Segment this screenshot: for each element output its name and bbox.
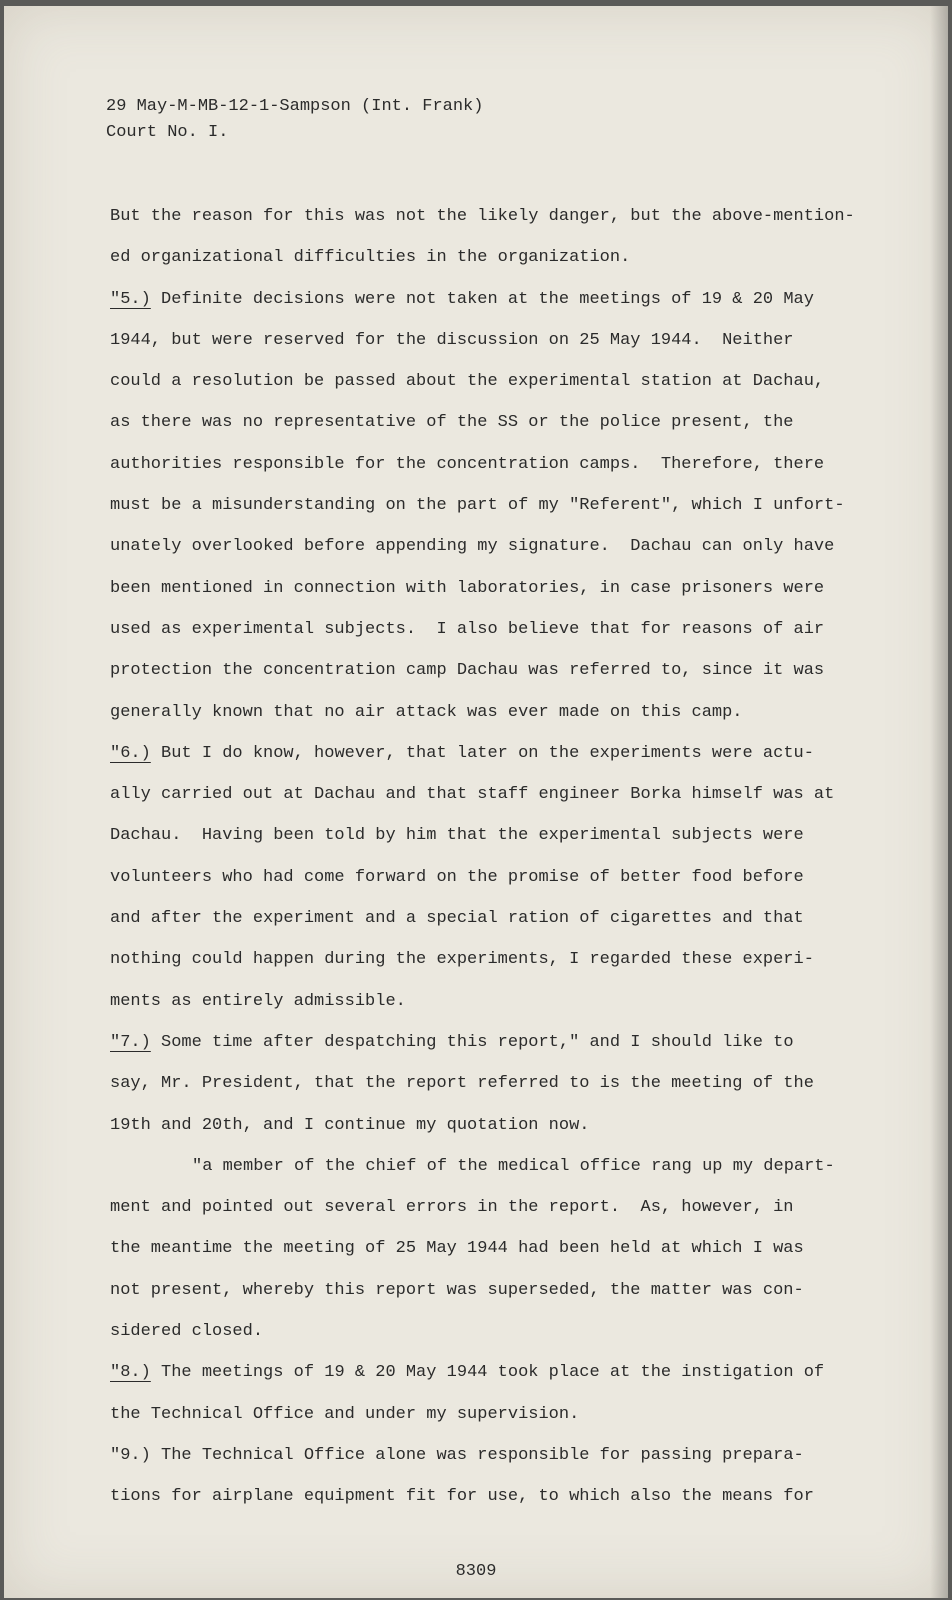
text-line: ed organizational difficulties in the organization. bbox=[110, 248, 631, 268]
document-header bbox=[106, 94, 483, 146]
text-line: not present, whereby this report was superseded, the matter was con- bbox=[110, 1280, 804, 1300]
text-line: could a resolution be passed about the experimental station at Dachau, bbox=[110, 372, 825, 392]
text-line: The meetings of 19 & 20 May 1944 took place at the instigation of bbox=[150, 1363, 825, 1383]
text-line: the meantime the meeting of 25 May 1944 had been held at which I was bbox=[110, 1239, 804, 1259]
transcript-body bbox=[110, 196, 870, 1518]
paragraph-number: "6.) bbox=[110, 743, 151, 763]
text-line: protection the concentration camp Dachau was referred to, since it was bbox=[110, 661, 825, 681]
page-number: 8309 bbox=[455, 1562, 497, 1581]
text-line: must be a misunderstanding on the part of my "Referent", which I unfort- bbox=[110, 496, 845, 516]
text-line: But I do know, however, that later on the experiments were actu- bbox=[150, 743, 814, 763]
paragraph-6-first-line bbox=[110, 733, 870, 774]
text-line: as there was no representative of the SS or the police present, the bbox=[110, 413, 794, 433]
text-line: sidered closed. bbox=[110, 1322, 264, 1342]
text-line: ment and pointed out several errors in the report. As, however, in bbox=[110, 1198, 794, 1218]
text-line: 1944, but were reserved for the discussion on 25 May 1944. Neither bbox=[110, 330, 794, 350]
text-line: been mentioned in connection with laboratories, in case prisoners were bbox=[110, 578, 825, 598]
paragraph-number: "8.) bbox=[110, 1363, 151, 1383]
paragraph-5-first-line bbox=[110, 279, 870, 320]
text-line: the Technical Office and under my supervision. bbox=[110, 1404, 580, 1424]
paragraph-8-first-line bbox=[110, 1352, 870, 1393]
text-line: 19th and 20th, and I continue my quotation now. bbox=[110, 1115, 590, 1135]
paragraph-number: "5.) bbox=[110, 289, 151, 309]
text-line: nothing could happen during the experiments, I regarded these experi- bbox=[110, 950, 814, 970]
text-line: tions for airplane equipment fit for use, to which also the means for bbox=[110, 1487, 814, 1507]
text-line: ments as entirely admissible. bbox=[110, 991, 406, 1011]
paragraph-number: "9.) bbox=[110, 1445, 151, 1465]
paragraph-number: "7.) bbox=[110, 1032, 151, 1052]
text-line: But the reason for this was not the likely danger, but the above-mention- bbox=[110, 207, 855, 226]
quotation-first-line: "a member of the chief of the medical office rang up my depart- bbox=[192, 1156, 835, 1176]
text-line: ally carried out at Dachau and that staff engineer Borka himself was at bbox=[110, 785, 835, 805]
paragraph-9-first-line bbox=[110, 1435, 870, 1476]
document-page bbox=[4, 6, 948, 1598]
text-line: volunteers who had come forward on the promise of better food before bbox=[110, 867, 804, 887]
paragraph-7-first-line bbox=[110, 1022, 870, 1063]
text-line: used as experimental subjects. I also believe that for reasons of air bbox=[110, 619, 825, 639]
text-line: say, Mr. President, that the report referred to is the meeting of the bbox=[110, 1074, 814, 1094]
page-edge-shadow bbox=[930, 6, 948, 1598]
text-line: Some time after despatching this report," and I should like to bbox=[150, 1032, 794, 1052]
text-line: generally known that no air attack was ever made on this camp. bbox=[110, 702, 743, 722]
text-line: The Technical Office alone was responsible for passing prepara- bbox=[150, 1445, 804, 1465]
text-line: authorities responsible for the concentration camps. Therefore, there bbox=[110, 454, 825, 474]
text-line: unately overlooked before appending my signature. Dachau can only have bbox=[110, 537, 835, 557]
header-reference-line: 29 May-M-MB-12-1-Sampson (Int. Frank) bbox=[106, 97, 484, 116]
text-line: and after the experiment and a special ration of cigarettes and that bbox=[110, 909, 804, 929]
header-court-line: Court No. I. bbox=[106, 123, 229, 142]
text-line: Dachau. Having been told by him that the experimental subjects were bbox=[110, 826, 804, 846]
text-line: Definite decisions were not taken at the meetings of 19 & 20 May bbox=[150, 289, 814, 309]
